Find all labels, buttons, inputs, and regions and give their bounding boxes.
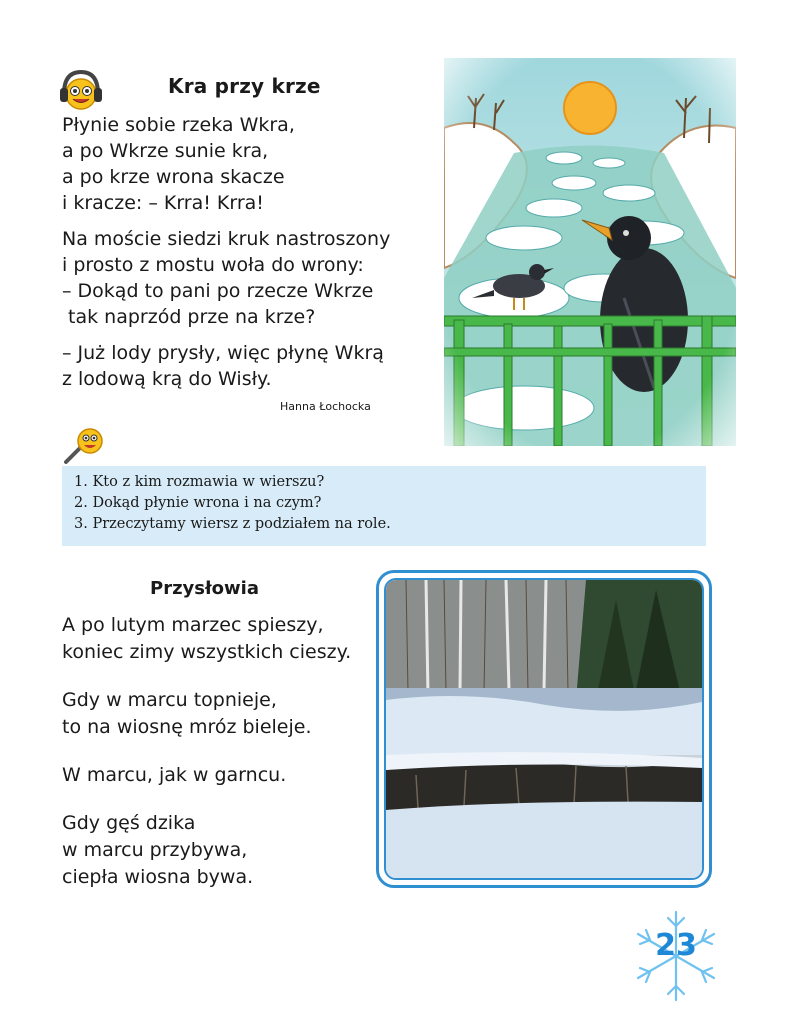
poem-stanza bbox=[62, 226, 442, 330]
poem-author: Hanna Łochocka bbox=[280, 400, 371, 413]
question-item: 3. Przeczytamy wiersz z podziałem na role. bbox=[74, 516, 391, 532]
proverb-line: w marcu przybywa, bbox=[62, 839, 248, 861]
proverb-line: Gdy gęś dzika bbox=[62, 812, 196, 834]
proverb-line: A po lutym marzec spieszy, bbox=[62, 614, 324, 636]
poem-title: Kra przy krze bbox=[168, 74, 321, 98]
headphones-smiley-icon bbox=[58, 68, 104, 114]
poem-line: – Dokąd to pani po rzecze Wkrze bbox=[62, 280, 374, 302]
snow-photo bbox=[384, 578, 704, 880]
proverb-line: W marcu, jak w garncu. bbox=[62, 764, 287, 786]
question-item: 1. Kto z kim rozmawia w wierszu? bbox=[74, 474, 325, 490]
proverbs-title: Przysłowia bbox=[150, 578, 259, 599]
proverb bbox=[62, 687, 372, 741]
poem-line: i prosto z mostu woła do wrony: bbox=[62, 254, 364, 276]
poem-stanza bbox=[62, 340, 442, 392]
poem-line: a po Wkrze sunie kra, bbox=[62, 140, 269, 162]
poem-line: – Już lody prysły, więc płynę Wkrą bbox=[62, 342, 384, 364]
poem-stanza bbox=[62, 112, 442, 216]
proverb-line: Gdy w marcu topnieje, bbox=[62, 689, 277, 711]
poem-line: tak naprzód prze na krze? bbox=[62, 306, 316, 328]
poem-text bbox=[62, 112, 442, 402]
poem-line: Płynie sobie rzeka Wkra, bbox=[62, 114, 295, 136]
poem-line: i kracze: – Krra! Krra! bbox=[62, 192, 264, 214]
poem-line: a po krze wrona skacze bbox=[62, 166, 285, 188]
questions-box bbox=[62, 466, 706, 546]
microphone-smiley-icon bbox=[62, 426, 104, 466]
poem-line: Na moście siedzi kruk nastroszony bbox=[62, 228, 391, 250]
spring-snow-landscape bbox=[386, 580, 702, 878]
page-number: 23 bbox=[655, 928, 697, 963]
snow-photo-frame bbox=[376, 570, 712, 888]
proverb bbox=[62, 810, 372, 891]
proverb bbox=[62, 762, 372, 789]
proverb-line: ciepła wiosna bywa. bbox=[62, 866, 254, 888]
proverbs-list bbox=[62, 612, 372, 912]
proverb-line: koniec zimy wszystkich cieszy. bbox=[62, 641, 352, 663]
question-item: 2. Dokąd płynie wrona i na czym? bbox=[74, 495, 322, 511]
poem-line: z lodową krą do Wisły. bbox=[62, 368, 272, 390]
crow-river-illustration bbox=[444, 58, 736, 446]
proverb bbox=[62, 612, 372, 666]
proverb-line: to na wiosnę mróz bieleje. bbox=[62, 716, 312, 738]
